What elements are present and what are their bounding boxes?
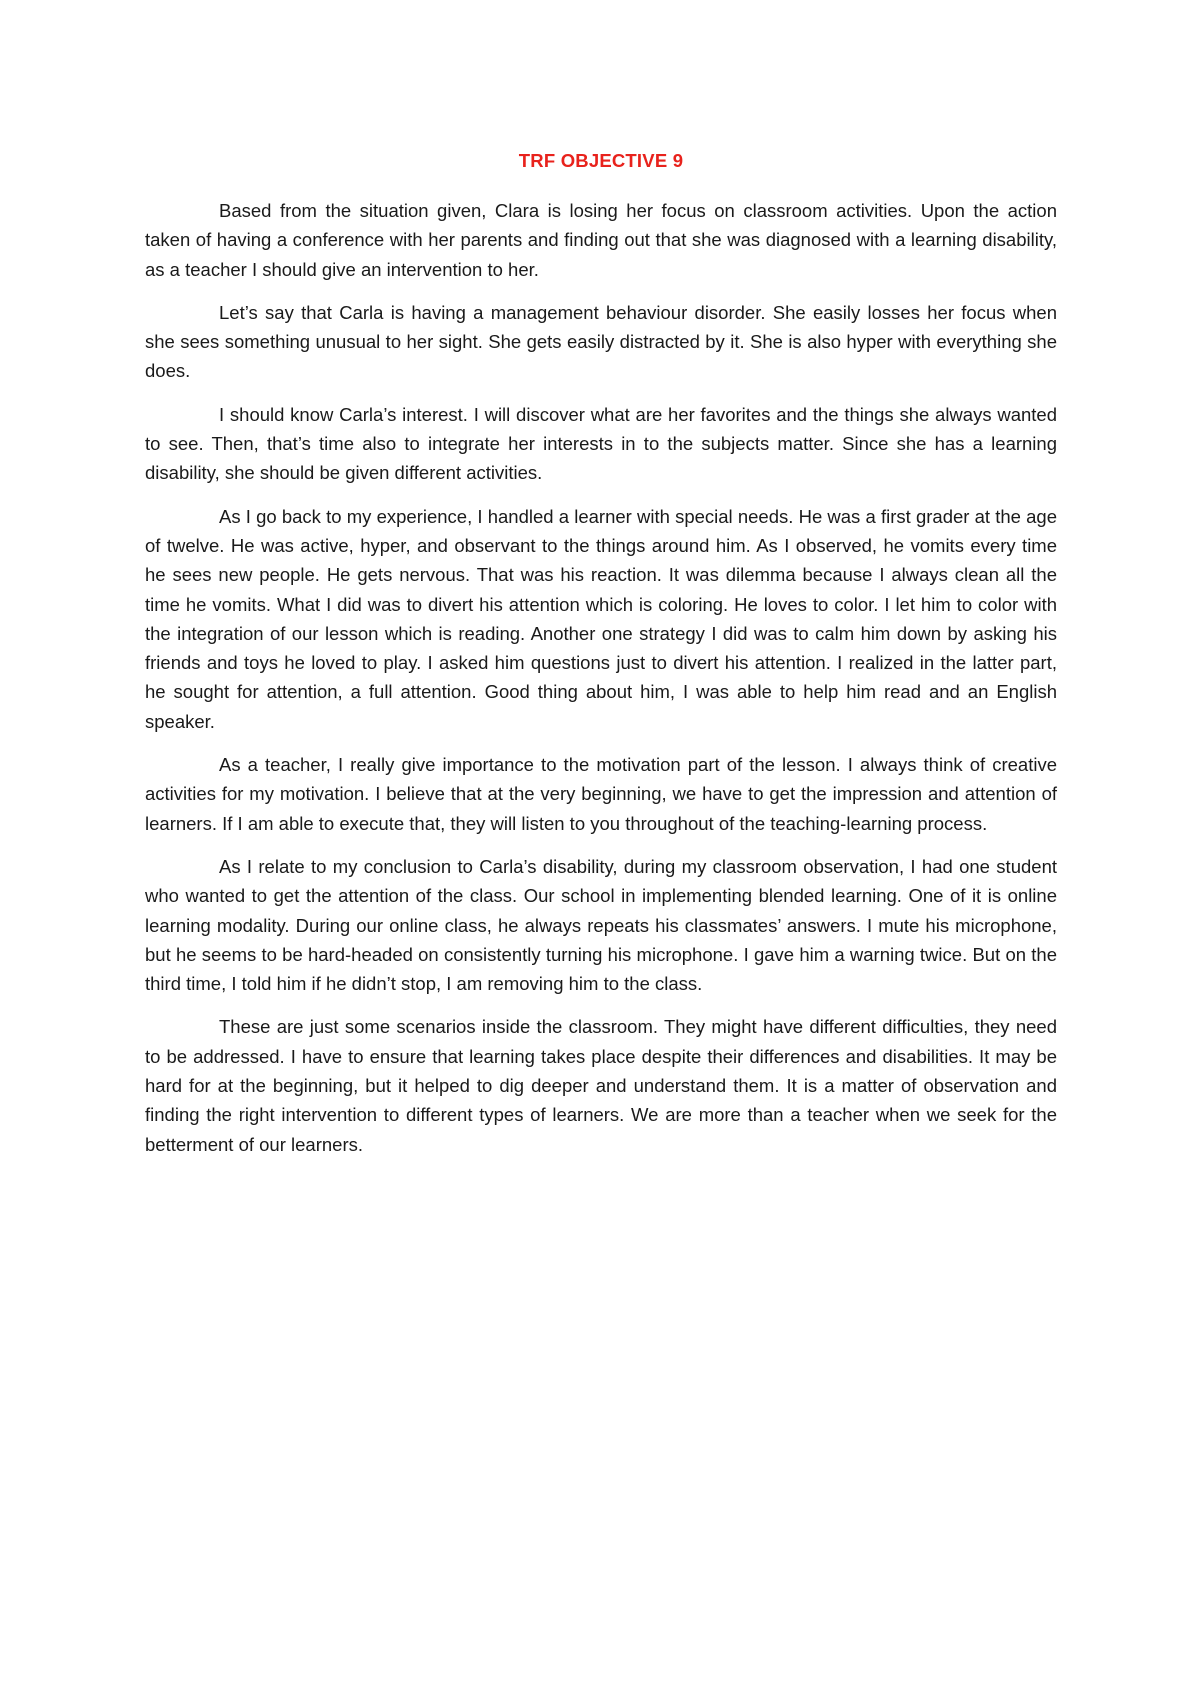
document-title: TRF OBJECTIVE 9 xyxy=(518,150,684,171)
paragraph-behaviour-disorder: Let’s say that Carla is having a management behaviour disorder. She easily losses her focus when she sees something unusual to her sight. She gets easily distracted by it. She is also hyper with everything she does. xyxy=(145,301,1057,382)
paragraph-conclusion: These are just some scenarios inside the classroom. They might have different difficulties, they need to be addressed. I have to ensure that learning takes place despite their differences and disabilities. It may be hard for at the beginning, but it helped to dig deeper and understand them. It is a matter of observation and finding the right intervention to different types of learners. We are more than a teacher when we seek for the betterment of our learners. xyxy=(145,1016,1057,1155)
document-body xyxy=(145,146,1057,1173)
paragraph-motivation: As a teacher, I really give importance to the motivation part of the lesson. I always think of creative activities for my motivation. I believe that at the very beginning, we have to get the impression and attention of learners. If I am able to execute that, they will listen to you throughout of the teaching-learning process. xyxy=(145,754,1057,834)
paragraph-classroom-observation: As I relate to my conclusion to Carla’s disability, during my classroom observation, I had one student who wanted to get the attention of the class. Our school in implementing blended learning. One of it is online learning modality. During our online class, he always repeats his classmates’ answers. I mute his microphone, but he seems to be hard-headed on consistently turning his microphone. I gave him a warning twice. But on the third time, I told him if he didn’t stop, I am removing him to the class. xyxy=(145,855,1057,995)
paragraph-intro: Based from the situation given, Clara is losing her focus on classroom activities. Upon the action taken of having a conference with her parents and finding out that she was diagnosed with a learning disability, as a teacher I should give an intervention to her. xyxy=(145,200,1057,280)
paragraph-experience: As I go back to my experience, I handled a learner with special needs. He was a first grader at the age of twelve. He was active, hyper, and observant to the things around him. As I observed, he vomits every time he sees new people. He gets nervous. That was his reaction. It was dilemma because I always clean all the time he vomits. What I did was to divert his attention which is coloring. He loves to color. I let him to color with the integration of our lesson which is reading. Another one strategy I did was to calm him down by asking his friends and toys he loved to play. I asked him questions just to divert his attention. I realized in the latter part, he sought for attention, a full attention. Good thing about him, I was able to help him read and an English speaker. xyxy=(145,505,1057,732)
paragraph-interests: I should know Carla’s interest. I will discover what are her favorites and the things she always wanted to see. Then, that’s time also to integrate her interests in to the subjects matter. Since she has a learning disability, she should be given different activities. xyxy=(145,403,1057,484)
